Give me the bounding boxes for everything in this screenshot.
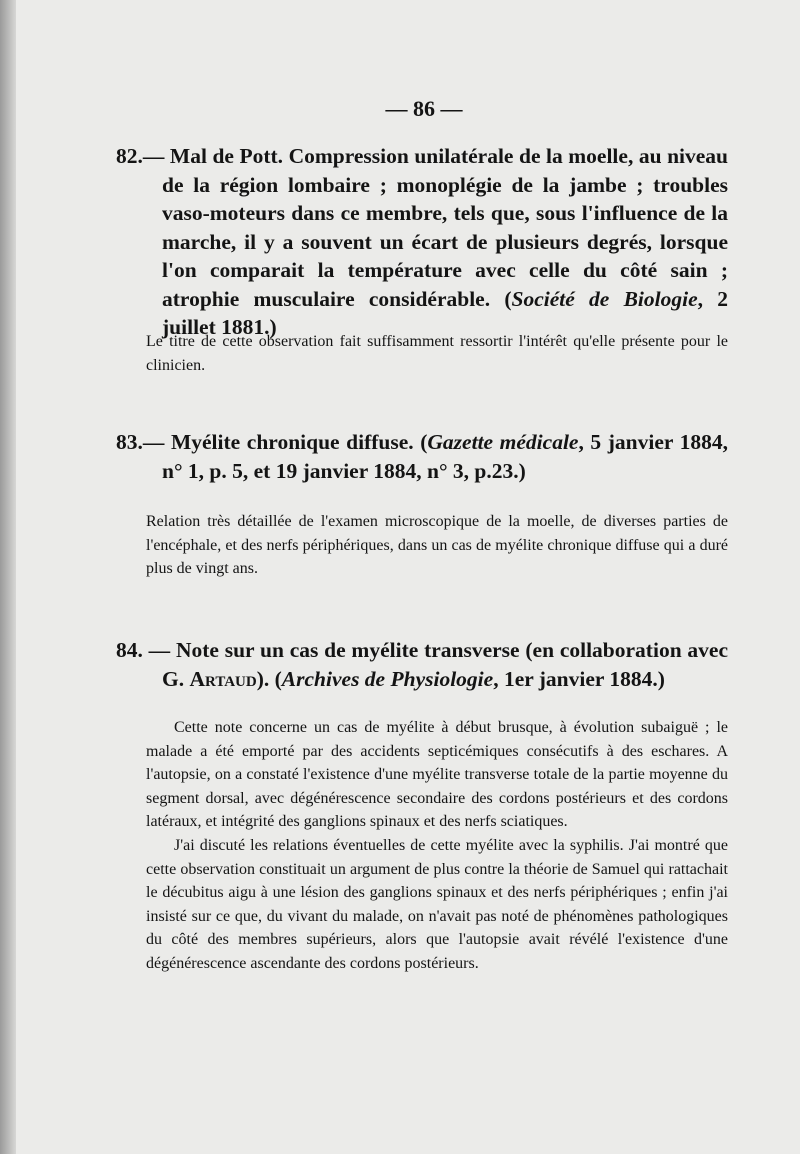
entry-83-paragraph-1: Relation très détaillée de l'examen microscopique de la moelle, de diverses parties de l'encéphale, et des nerfs périphériques, dans un cas de myélite chronique diffuse qui a duré plus de vingt ans. — [146, 513, 728, 578]
entry-82-source-date: , 2 juillet 1881.) — [162, 286, 728, 339]
entry-84-heading-text — [116, 636, 728, 693]
entry-83-source-date: , 5 janvier 1884, n° 1, p. 5, et 19 janvier 1884, n° 3, p.23.) — [162, 430, 729, 483]
page-number: — 86 — — [385, 96, 463, 121]
entry-84-paragraph-1: Cette note concerne un cas de myélite à début brusque, à évolution subaiguë ; le malade a été emporté par des accidents septicémiques consécutifs à des eschares. A l'autopsie, on a constaté l'existence d'une myélite transverse totale de la partie moyenne du segment dorsal, avec dégénérescence secondaire des cordons postérieurs et des cordons latéraux, et intégrité des ganglions spinaux et des nerfs sciatiques. — [146, 719, 728, 831]
entry-82-source: Société de Biologie — [511, 286, 698, 311]
entry-83-heading-text — [116, 428, 728, 485]
entry-84-source: Archives de Physiologie — [281, 666, 494, 691]
entry-82-title: Mal de Pott. Compression unilatérale de la moelle, au niveau de la région lombaire ; monoplégie de la jambe ; troubles vaso-moteurs dans ce membre, tels que, sous l'influence de la marche, il y a souvent un écart de plusieurs degrés, lorsque l'on comparait la température avec celle du côté sain ; atrophie musculaire considérable. ( — [162, 144, 729, 311]
entry-84-heading — [116, 636, 728, 693]
entry-84-paragraph-2: J'ai discuté les relations éventuelles de cette myélite avec la syphilis. J'ai montré que cette observation constituait un argument de plus contre la théorie de Samuel qui rattachait le décubitus aigu à une lésion des ganglions spinaux et des nerfs périphériques ; enfin j'ai insisté sur ce que, du vivant du malade, on n'avait pas noté de phénomènes pathologiques du côté des membres supérieurs, alors que l'autopsie avait révélé l'existence d'une dégénérescence ascendante des cordons postérieurs. — [146, 836, 728, 972]
entry-82-heading — [116, 142, 728, 342]
entry-82-number: 82.— — [116, 144, 165, 168]
entry-83-title: Myélite chronique diffuse. ( — [170, 430, 428, 454]
entry-83-number: 83.— — [116, 430, 165, 454]
entry-83-source: Gazette médicale — [427, 430, 579, 454]
entry-84-body — [146, 716, 728, 976]
entry-82-body — [146, 330, 728, 377]
entry-84-collaborator: Artaud — [189, 666, 257, 691]
entry-82-paragraph-1: Le titre de cette observation fait suffisamment ressortir l'intérêt qu'elle présente pour le clinicien. — [146, 333, 728, 374]
entry-84-number: 84. — — [116, 638, 171, 662]
entry-83-body — [146, 510, 728, 581]
entry-84-source-date: , 1er janvier 1884.) — [493, 666, 665, 691]
entry-84-title: Note sur un cas de myélite transverse (en collaboration avec G. — [162, 638, 729, 691]
entry-84-title-after: ). ( — [256, 666, 282, 691]
book-gutter-shadow — [0, 0, 16, 1154]
entry-83-heading — [116, 428, 728, 485]
entry-82-heading-text — [116, 142, 728, 342]
